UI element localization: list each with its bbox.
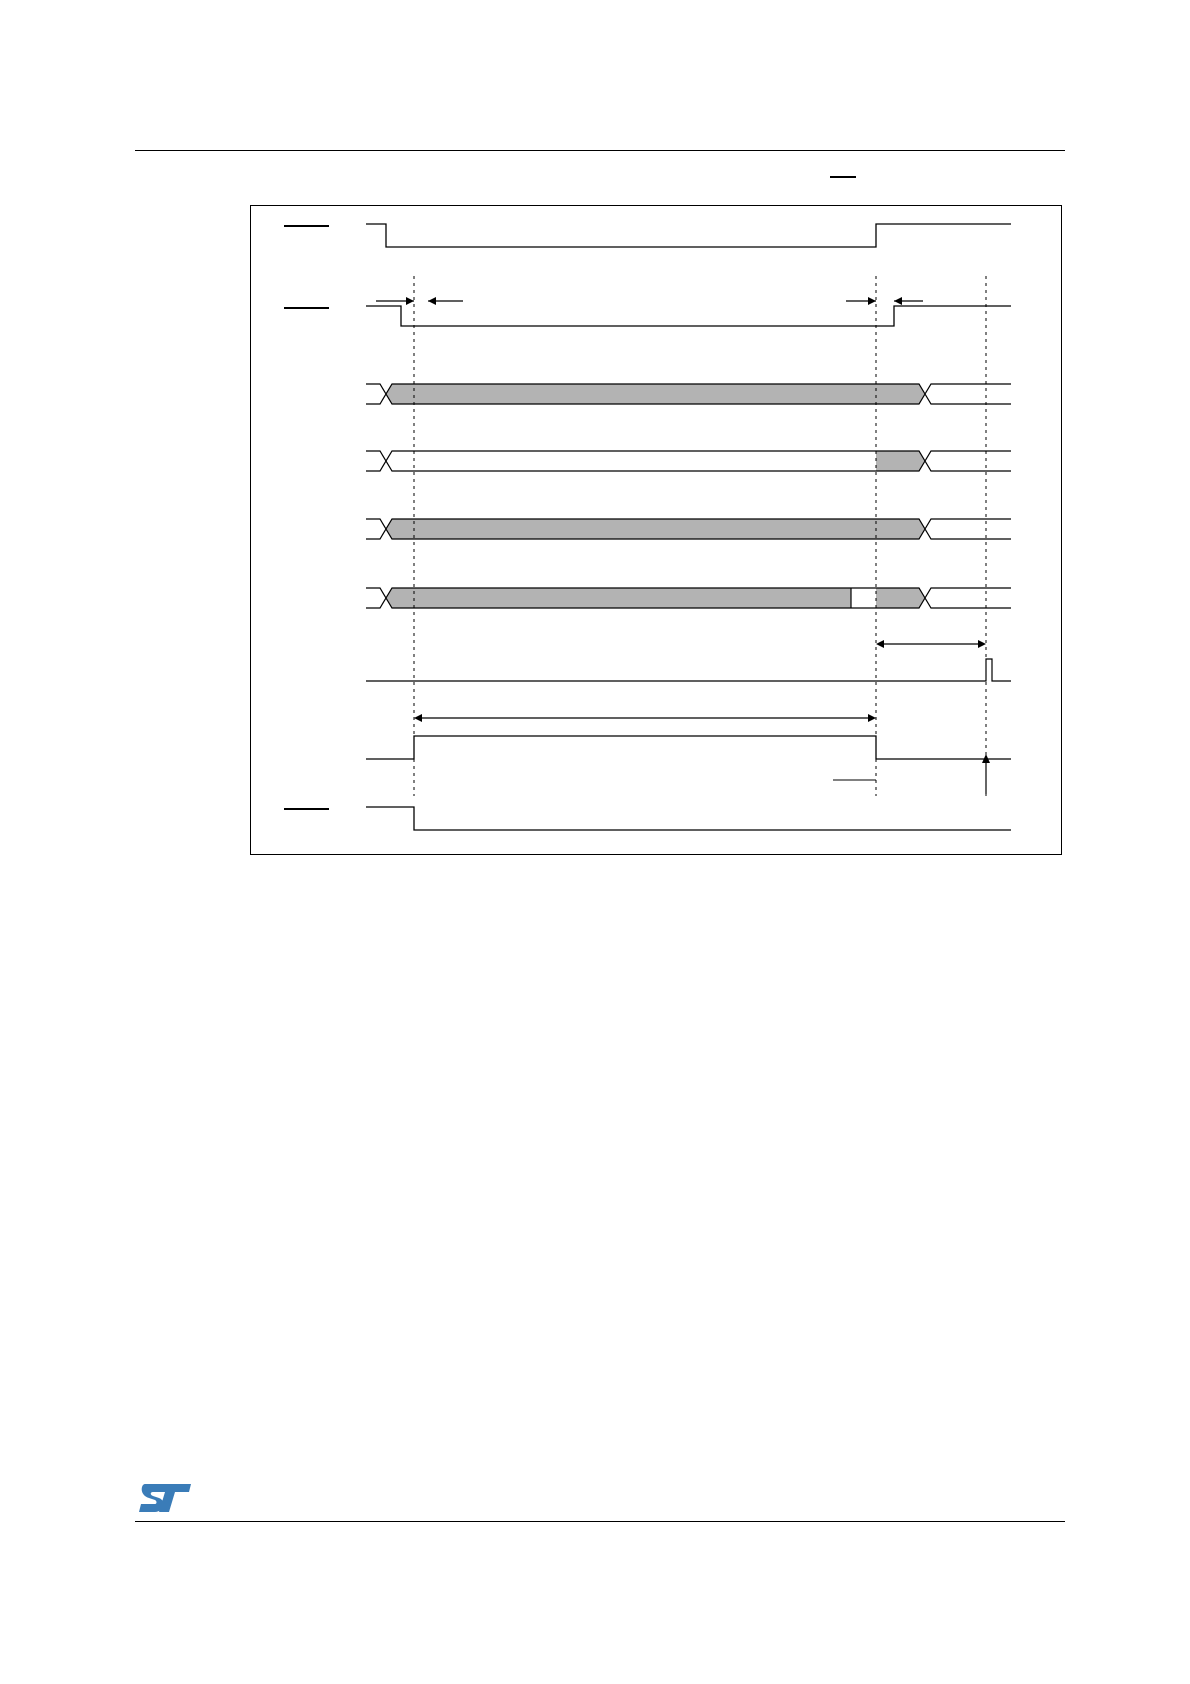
bus-4-shaded-region-0 <box>386 588 851 608</box>
signal-2-trace <box>366 306 1011 326</box>
setup-arrowhead-3 <box>894 297 902 305</box>
setup-arrowhead-1 <box>428 297 436 305</box>
header-rule <box>135 150 1065 151</box>
pulse-width-arrowhead-right <box>868 714 876 722</box>
st-logo-shape <box>139 1484 191 1512</box>
timing-diagram <box>251 206 1063 856</box>
delay-arrowhead-left <box>876 640 884 648</box>
signal-8-trace <box>366 807 1011 830</box>
signal-1-trace <box>366 224 1011 247</box>
bus-2-shaded-region-0 <box>876 451 925 471</box>
bus-3-shaded-region-0 <box>386 519 925 539</box>
signal-7-trace <box>366 736 1011 759</box>
setup-arrowhead-2 <box>868 297 876 305</box>
header-overbar-mark <box>830 176 856 178</box>
footer-rule <box>135 1521 1065 1522</box>
timing-diagram-frame <box>250 205 1062 855</box>
setup-arrowhead-0 <box>406 297 414 305</box>
pulse-line-trace <box>366 659 1011 681</box>
bus-4-shaded-region-1 <box>876 588 925 608</box>
st-logo-icon <box>135 1480 195 1521</box>
delay-arrowhead-right <box>978 640 986 648</box>
bus-1-shaded-region-0 <box>386 384 925 404</box>
pulse-width-arrowhead-left <box>414 714 422 722</box>
